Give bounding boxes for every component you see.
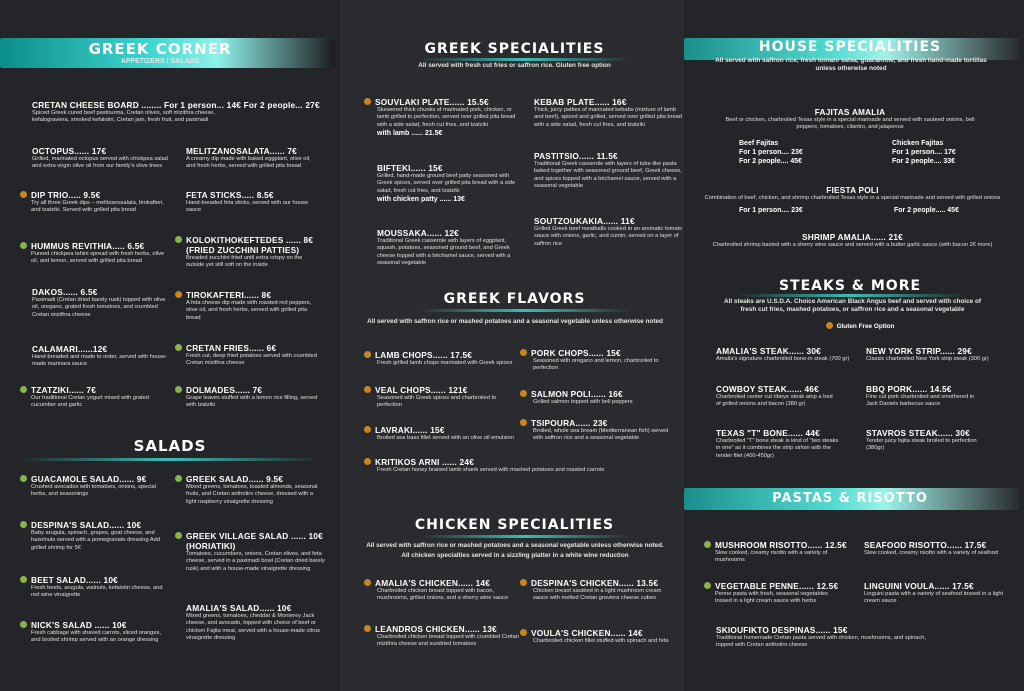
- vegetarian-icon: [175, 236, 182, 243]
- chicken-specialities-note: All chicken specialties served in a sizzling platter in a white wine reduction: [401, 552, 629, 559]
- gluten-free-icon: [364, 579, 371, 586]
- menu-item: PASTITSIO...... 11.5€ Traditional Greek casserole with layers of tube-like pasta baked together with seasoned ground beef, Greek cheese, and spices topped with a béchamel sauce, served with a seasonal vegetable: [534, 151, 682, 189]
- beef-fajitas: Beef Fajitas For 1 person.... 23€ For 2 people.... 45€: [739, 140, 803, 165]
- menu-item: FETA STICKS..... 8.5€ Hand-breaded feta sticks, served with our house sauce: [186, 190, 309, 214]
- menu-item: TIROKAFTERI...... 8€ A feta cheese dip made with roasted red peppers, olive oil, and fresh herbs, served with grilled pita bread: [175, 290, 320, 322]
- house-specialities-title: HOUSE SPECIALITIES: [758, 39, 942, 55]
- menu-item: KRITIKOS ARNI ...... 24€ Fresh Cretan honey braised lamb shank served with mashed potatoes and roasted carrots: [364, 457, 664, 474]
- menu-item: SEAFOOD RISOTTO...... 17.5€ Slow cooked, creamy risotto with a variety of seafood: [864, 540, 999, 556]
- gluten-free-icon: [364, 458, 371, 465]
- menu-item: SOUVLAKI PLATE...... 15.5€ Skewered thick chunks of marinated pork, chicken, or lamb grilled to perfection, served over grilled pita bread with a side salad, fresh cut fries, and tzatziki with lamb ...... 21.5€: [364, 97, 519, 139]
- menu-item: KEBAB PLATE...... 16€ Thick, juicy patties of marinated kebabs (mixture of lamb and beef), spiced and grilled, served over grilled pita bread with a side salad, fresh cut fries, and tzatziki: [534, 97, 682, 128]
- steaks-title: STEAKS & MORE: [778, 278, 922, 294]
- vegetarian-icon: [175, 344, 182, 351]
- house-specialities-subtitle: All served with saffron rice, fresh tomato salsa, guacamole, and fresh hand-made tortillas unless otherwise noted: [715, 57, 987, 72]
- menu-item: TSIPOURA...... 23€ Broiled, whole sea bream (Mediterranean fish) served with saffron rice and a seasonal vegetable: [520, 418, 670, 443]
- menu-item: LEANDROS CHICKEN...... 13€ Charbroiled chicken breast topped with crumbled Cretan mizithra cheese and sundried tomatoes: [364, 624, 519, 649]
- menu-item: DIP TRIO..... 9.5€ Try all three Greek dips – melitzanosalata, tirokafteri, and tzatziki. Served with grilled pita bread: [20, 190, 170, 215]
- shrimp-amalia: SHRIMP AMALIA...... 21€ Charbroiled shrimp basted with a sherry wine sauce and served with a butter garlic sauce (with bacon 2€ more): [712, 232, 993, 248]
- menu-item: OCTOPUS...... 17€ Grilled, marinated octopus served with chickpea salad and extra virgin olive oil from our family's olive trees: [32, 146, 168, 170]
- menu-item: KOLOKITHOKEFTEDES ...... 8€ (FRIED ZUCCHINI PATTIES) Breaded zucchini fried until extra crispy on the outside yet still soft on the inside: [175, 235, 320, 270]
- menu-item: BIFTEKI...... 15€ Grilled, hand-made ground beef patty seasoned with Greek spices, served over grilled pita bread with a side salad, fresh cut fries, and tzatziki with chicken patty ...... 13€: [377, 163, 516, 203]
- chicken-specialities-underline: [420, 535, 630, 538]
- menu-item: CALAMARI......12€ Hand-breaded and made to order, served with house-made marinara sauce: [32, 344, 168, 368]
- greek-flavors-underline: [420, 309, 630, 312]
- gluten-free-icon: [364, 351, 371, 358]
- gluten-free-icon: [20, 191, 27, 198]
- greek-flavors-subtitle: All served with saffron rice or mashed potatoes and a seasonal vegetable unless otherwise noted: [367, 318, 663, 325]
- chicken-fajitas: Chicken Fajitas For 1 person.... 17€ For 2 people.... 33€: [892, 140, 956, 165]
- menu-item: TZATZIKI...... 7€ Our traditional Cretan yogurt mixed with grated cucumber and garlic: [20, 385, 170, 410]
- gluten-free-icon: [364, 426, 371, 433]
- greek-specialities-title: GREEK SPECIALITIES: [424, 41, 605, 57]
- salads-title: SALADS: [133, 437, 207, 455]
- menu-item: MOUSSAKA...... 12€ Traditional Greek casserole with layers of eggplant, squash, potatoes, seasoned ground beef, and Greek cheese topped with a béchamel sauce, served with a seasonal vegetable: [377, 228, 511, 266]
- gluten-free-icon: [364, 625, 371, 632]
- menu-item: GUACAMOLE SALAD...... 9€ Crushed avocados with tomatoes, onions, special herbs, and seasonings: [20, 474, 170, 499]
- menu-item: DOLMADES...... 7€ Grape leaves stuffed with a lemon rice filling, served with tzatziki: [175, 385, 320, 410]
- fiesta-poli: FIESTA POLI Combination of beef, chicken, and shrimp charbroiled Texas style in a special marinade and served with grilled onions: [704, 185, 1001, 201]
- fiesta-price-2: For 2 people..... 45€: [894, 207, 959, 214]
- menu-item: HUMMUS REVITHIA..... 6.5€ Pureed chickpea tahini spread with fresh herbs, olive oil, and lemon, served with grilled pita bread: [20, 241, 170, 266]
- menu-item: LAVRAKI...... 15€ Broiled sea bass fillet served with an olive oil emulsion: [364, 425, 519, 442]
- menu-item: AMALIA'S CHICKEN...... 14€ Charbroiled chicken breast topped with bacon, mushrooms, grilled onions, and a sherry wine sauce: [364, 578, 519, 603]
- pastas-title: PASTAS & RISOTTO: [772, 491, 928, 506]
- menu-item: DESPINA'S CHICKEN...... 13.5€ Chicken breast sautéed in a light mushroom cream sauce with melted Cretan graviera cheese cubes: [520, 578, 670, 603]
- menu-item: AMALIA'S SALAD...... 10€ Mixed greens, tomatoes, cheddar & Monterey Jack cheese, and avocado, topped with choice of beef or chicken Fajita meat, served with a house-made citrus vinaigrette dressing: [186, 603, 321, 641]
- menu-item: CRETAN CHEESE BOARD ........ For 1 person... 14€ For 2 people... 27€ Spiced Greek cured beef pastourma, Cretan olives, soft mizithra cheese, kefalograviera, smoked kefalotiri, Cretan jam, fresh fruit, and paximadi: [32, 100, 320, 124]
- greek-specialities-underline: [420, 58, 630, 61]
- gluten-free-icon: [520, 419, 527, 426]
- vegetarian-icon: [20, 521, 27, 528]
- menu-item: MUSHROOM RISOTTO...... 12.5€ Slow cooked, creamy risotto with a variety of mushrooms: [704, 540, 854, 565]
- gluten-free-icon: [364, 98, 371, 105]
- greek-specialities-subtitle: All served with fresh cut fries or saffron rice. Gluten free option: [418, 62, 611, 69]
- menu-item: GREEK VILLAGE SALAD ...... 10€ (HORIATIKI) Tomatoes, cucumbers, onions, Cretan olives, and feta cheese, served in a paximadi bowl (Cretan dried barely rusk) and with a house-made vinaigrette dressing: [175, 531, 325, 573]
- menu-item: CRETAN FRIES...... 6€ Fresh cut, deep fried potatoes served with crumbled Cretan mizithra cheese: [175, 343, 320, 368]
- gluten-free-icon: [520, 390, 527, 397]
- gluten-free-icon: [826, 322, 833, 329]
- menu-item: SOUTZOUKAKIA...... 11€ Grilled Greek beef meatballs cooked in an aromatic tomato sauce with onions, garlic, and cumin, served on a layer of saffron rice: [534, 216, 683, 247]
- vegetarian-icon: [175, 532, 182, 539]
- menu-item: DESPINA'S SALAD...... 10€ Baby arugula, spinach, grapes, goat cheese, and hazelnuts served with a pomegranate dressing Add grilled shrimp for 5€: [20, 520, 170, 552]
- chicken-specialities-title: CHICKEN SPECIALITIES: [414, 517, 615, 533]
- gluten-free-icon: [364, 386, 371, 393]
- steaks-subtitle: All steaks are U.S.D.A. Choice American Black Angus beef and served with choice of fresh cut fries, mashed potatoes, or saffron rice and a seasonal vegetable: [723, 298, 981, 313]
- menu-item: MELITZANOSALATA...... 7€ A creamy dip made with baked eggplant, olive oil, and fresh herbs, served with grilled pita bread: [186, 146, 311, 170]
- vegetarian-icon: [20, 576, 27, 583]
- gluten-free-icon: [520, 349, 527, 356]
- menu-item: SALMON POLI...... 16€ Grilled salmon topped with bell peppers: [520, 389, 670, 406]
- vegetarian-icon: [20, 621, 27, 628]
- vegetarian-icon: [175, 386, 182, 393]
- greek-flavors-title: GREEK FLAVORS: [443, 291, 586, 307]
- fiesta-price-1: For 1 person.... 23€: [739, 207, 803, 214]
- vegetarian-icon: [20, 475, 27, 482]
- greek-corner-subtitle: APPETIZERS / SALADS: [120, 58, 200, 65]
- menu-item: LAMB CHOPS...... 17.5€ Fresh grilled lamb chops marinated with Greek spices: [364, 350, 519, 367]
- menu-item: NEW YORK STRIP...... 29€ Classic charbroiled New York strip steak (300 gr): [866, 346, 989, 362]
- fajitas-amalia: FAJITAS AMALIA Beef or chicken, charbroiled Texas style in a special marinade and served with sauteed onions, bell peppers, tomatoes, cilantro, and jalapenos: [725, 107, 975, 131]
- chicken-specialities-subtitle: All served with saffron rice or mashed potatoes and a seasonal vegetable unless otherwise noted.: [366, 542, 664, 549]
- menu-item: PORK CHOPS...... 15€ Seasoned with oregano and lemon, charbroiled to perfection: [520, 348, 670, 373]
- menu-item: AMALIA'S STEAK...... 30€ Amalia's signature charbroiled bone-in steak (700 gr): [716, 346, 850, 362]
- vegetarian-icon: [175, 475, 182, 482]
- menu-item: BEET SALAD...... 10€ Fresh beets, arugula, walnuts, kefalotiri cheese, and red wine vinaigrette: [20, 575, 170, 600]
- gluten-free-icon: [520, 629, 527, 636]
- salads-underline: [20, 458, 320, 461]
- menu-item: NICK'S SALAD ...... 10€ Fresh cabbage with shaved carrots, sliced oranges, and broiled shrimp served with an orange dressing: [20, 620, 170, 645]
- greek-corner-title: GREEK CORNER: [88, 40, 232, 58]
- menu-item: LINGUINI VOULA...... 17.5€ Linguini pasta with a variety of seafood tossed in a light cream sauce: [864, 581, 1004, 605]
- menu-item: SKIOUFIKTO DESPINAS...... 15€ Traditional homemade Cretan pasta served with chicken, mushrooms, and spinach, topped with Cretan anthotiro cheese: [716, 625, 927, 649]
- vegetarian-icon: [20, 242, 27, 249]
- vegetarian-icon: [704, 582, 711, 589]
- menu-item: STAVROS STEAK...... 30€ Tender juicy fajita steak broiled to perfection (380gr): [866, 428, 977, 452]
- menu-item: COWBOY STEAK...... 46€ Charbroiled center cut ribeye steak atop a bed of grilled onions and bacon (380 gr): [716, 384, 833, 408]
- vegetarian-icon: [20, 386, 27, 393]
- menu-item: GREEK SALAD...... 9.5€ Mixed greens, tomatoes, toasted almonds, seasonal fruits, and Cretan anthotiro cheese, dressed with a light raspberry vinaigrette dressing: [175, 474, 320, 506]
- menu-item: DAKOS...... 6.5€ Paximadi (Cretan dried barely rusk) topped with olive oil, oregano, grated fresh tomatoes, and crumbled Cretan mizithra cheese: [32, 287, 166, 318]
- menu-item: VEGETABLE PENNE...... 12.5€ Penne pasta with fresh, seasonal vegetables tossed in a light cream sauce with herbs: [704, 581, 854, 606]
- vegetarian-icon: [704, 541, 711, 548]
- gluten-free-legend: Gluten Free Option: [810, 323, 910, 331]
- steaks-underline: [736, 294, 966, 297]
- menu-item: BBQ PORK...... 14.5€ Fine cut pork charbroiled and smothered in Jack Daniels barbecue sauce: [866, 384, 975, 408]
- menu-item: VEAL CHOPS...... 121€ Seasoned with Greek spices and charbroiled to perfection: [364, 385, 519, 410]
- gluten-free-icon: [175, 291, 182, 298]
- menu-item: TEXAS "T" BONE...... 44€ Charbroiled "T" bone steak is kind of "two steaks in one" as it combines the strip sirloin with the tender filet (400-450gr): [716, 428, 839, 459]
- menu-item: VOULA'S CHICKEN...... 14€ Charbroiled chicken fillet stuffed with spinach and feta: [520, 628, 670, 645]
- gluten-free-icon: [520, 579, 527, 586]
